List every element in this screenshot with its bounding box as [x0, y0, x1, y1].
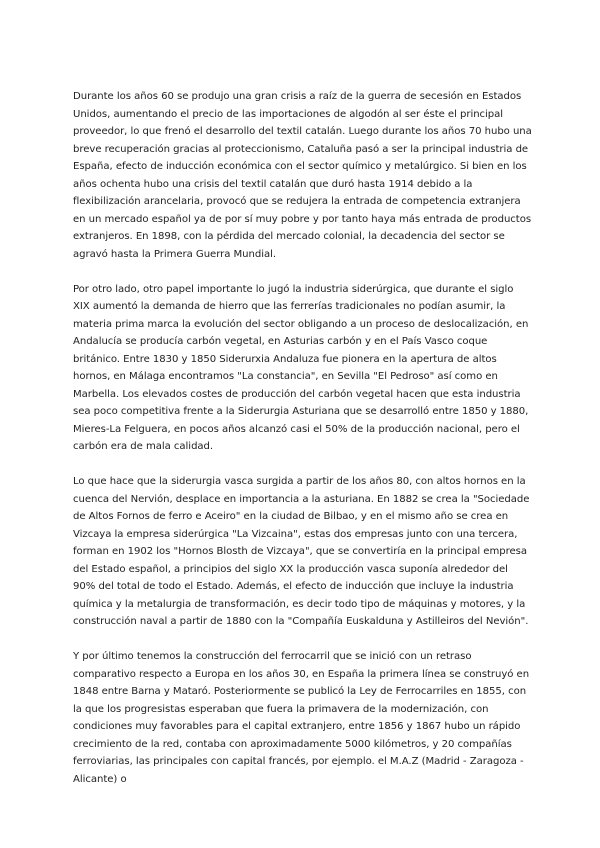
paragraph-steel-industry: Por otro lado, otro papel importante lo jugó la industria siderúrgica, que durante el siglo XIX aumentó la demanda de hierro que las ferrerías tradicionales no podían asumir, la materia prima marca la evolución del sector obligando a un proceso de deslocalización, en Andalucía se producía carbón vegetal, en Asturias carbón y en el País Vasco coque británico. Entre 1830 y 1850 Siderurxia Andaluza fue pionera en la apertura de altos hornos, en Málaga encontramos "La constancia", en Sevilla "El Pedroso" así como en Marbella. Los elevados costes de producción del carbón vegetal hacen que esta industria sea poco competitiva frente a la Siderurgia Asturiana que se desarrolló entre 1850 y 1880, Mieres-La Felguera, en pocos años alcanzó casi el 50% de la producción nacional, pero el carbón era de mala calidad. — [73, 283, 529, 452]
paragraph-railway: Y por último tenemos la construcción del ferrocarril que se inició con un retraso comparativo respecto a Europa en los años 30, en España la primera línea se construyó en 1848 entre Barna y Mataró. Posteriormente se publicó la Ley de Ferrocarriles en 1855, con la que los progresistas esperaban que fuera la primavera de la modernización, con condiciones muy favorables para el capital extranjero, entre 1856 y 1867 hubo un rápido crecimiento de la red, contaba con aproximadamente 5000 kilómetros, y 20 compañías ferroviarias, las principales con capital francés, por ejemplo. el M.A.Z (Madrid - Zaragoza - Alicante) o — [73, 651, 530, 785]
paragraph-basque-steel: Lo que hace que la siderurgia vasca surgida a partir de los años 80, con altos hornos en la cuenca del Nervión, desplace en importancia a la asturiana. En 1882 se crea la "Sociedade de Altos Fornos de ferro e Aceiro" en la ciudad de Bilbao, y en el mismo año se crea en Vizcaya la empresa siderúrgica "La Vizcaina", estas dos empresas junto con una tercera, forman en 1902 los "Hornos Blosth de Vizcaya", que se convertiría en la principal empresa del Estado español, a principios del siglo XX la producción vasca suponía alrededor del 90% del total de todo el Estado. Además, el efecto de inducción que incluye la industria química y la metalurgia de transformación, es decir todo tipo de máquinas y motores, y la construcción naval a partir de 1880 con la "Compañía Euskalduna y Astilleiros del Nevión". — [73, 476, 530, 627]
paragraph-textile-crisis: Durante los años 60 se produjo una gran crisis a raíz de la guerra de secesión en Estados Unidos, aumentando el precio de las importaciones de algodón al ser éste el principal proveedor, lo que frenó el desarrollo del textil catalán. Luego durante los años 70 hubo una breve recuperación gracias al proteccionismo, Cataluña pasó a ser la principal industria de España, efecto de inducción económica con el sector químico y metalúrgico. Si bien en los años ochenta hubo una crisis del textil catalán que duró hasta 1914 debido a la flexibilización arancelaria, provocó que se redujera la entrada de competencia extranjera en un mercado español ya de por sí muy pobre y por tanto haya más entrada de productos extranjeros. En 1898, con la pérdida del mercado colonial, la decadencia del sector se agravó hasta la Primera Guerra Mundial. — [73, 91, 532, 260]
document-body — [73, 88, 533, 806]
